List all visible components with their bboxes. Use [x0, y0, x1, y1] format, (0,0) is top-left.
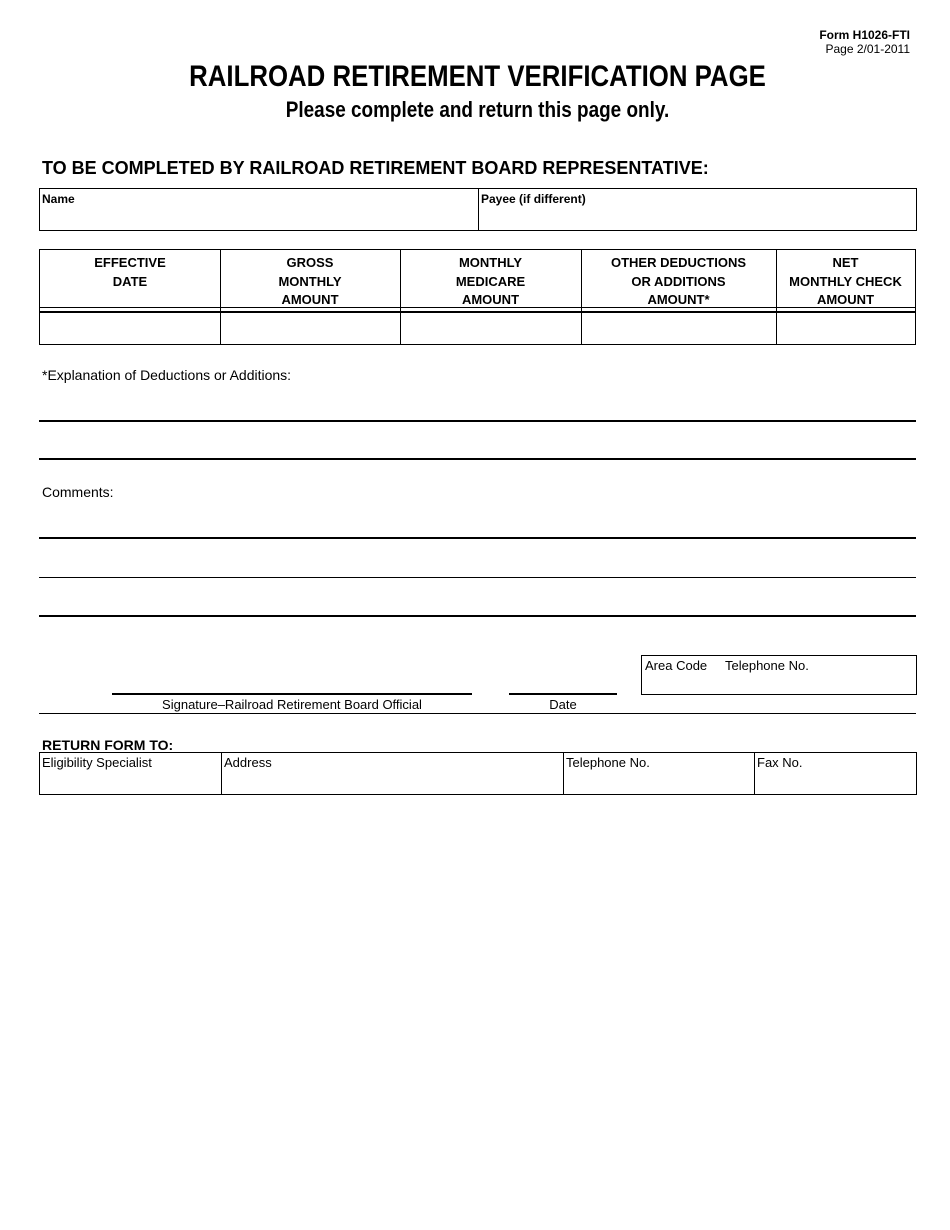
form-page-info: Page 2/01-2011 — [825, 42, 910, 56]
phone-box[interactable] — [641, 655, 917, 695]
header-line: MONTHLY — [278, 273, 342, 289]
address-label: Address — [224, 755, 272, 770]
date-line[interactable] — [509, 693, 617, 695]
header-line: GROSS — [286, 255, 334, 270]
amount-table — [39, 249, 916, 345]
header-other-deductions — [581, 254, 776, 310]
payee-field[interactable] — [479, 189, 916, 230]
header-line: AMOUNT — [816, 292, 875, 307]
comments-line-2[interactable] — [39, 577, 916, 578]
section-separator — [39, 713, 916, 714]
name-payee-box — [39, 188, 917, 231]
monthly-medicare-amount-cell[interactable] — [401, 314, 581, 344]
header-line: OR ADDITIONS — [631, 273, 726, 289]
return-telephone-label: Telephone No. — [566, 755, 650, 770]
name-field[interactable] — [40, 189, 478, 230]
comments-label: Comments: — [42, 484, 114, 500]
fax-label: Fax No. — [757, 755, 803, 770]
telephone-label: Telephone No. — [725, 658, 809, 673]
header-monthly-medicare-amount — [400, 254, 581, 310]
return-form-heading: RETURN FORM TO: — [42, 737, 174, 753]
header-line: AMOUNT — [461, 292, 520, 307]
name-field-label: Name — [42, 192, 75, 206]
page-title: RAILROAD RETIREMENT VERIFICATION PAGE — [189, 60, 766, 93]
header-line: AMOUNT — [281, 292, 339, 307]
form-identifier — [819, 28, 910, 56]
explanation-line-2[interactable] — [39, 458, 916, 460]
comments-line-3[interactable] — [39, 615, 916, 617]
return-column-divider — [754, 753, 755, 794]
header-line: MONTHLY — [458, 255, 523, 270]
header-line: MONTHLY CHECK — [789, 273, 902, 289]
header-line: NET — [832, 255, 859, 270]
signature-label: Signature–Railroad Retirement Board Official — [162, 697, 422, 712]
header-line: AMOUNT* — [647, 292, 710, 307]
net-monthly-check-amount-cell[interactable] — [777, 314, 915, 344]
header-net-monthly-check — [776, 254, 915, 310]
date-label: Date — [549, 697, 577, 712]
area-code-label: Area Code — [645, 658, 708, 673]
comments-line-1[interactable] — [39, 537, 916, 539]
explanation-line-1[interactable] — [39, 420, 916, 422]
form-number: Form H1026-FTI — [819, 28, 910, 42]
explanation-label: *Explanation of Deductions or Additions: — [42, 367, 292, 383]
header-line: MEDICARE — [455, 273, 526, 289]
return-column-divider — [563, 753, 564, 794]
return-column-divider — [221, 753, 222, 794]
eligibility-specialist-label: Eligibility Specialist — [42, 755, 152, 770]
table-header-rule — [40, 311, 915, 313]
header-line: EFFECTIVE — [94, 255, 166, 270]
header-effective-date — [40, 254, 220, 291]
other-deductions-amount-cell[interactable] — [582, 314, 776, 344]
signature-line[interactable] — [112, 693, 472, 695]
page-subtitle: Please complete and return this page only. — [285, 97, 670, 122]
header-line: OTHER DEDUCTIONS — [610, 255, 747, 270]
payee-field-label: Payee (if different) — [481, 192, 586, 206]
section-heading: TO BE COMPLETED BY RAILROAD RETIREMENT BOARD REPRESENTATIVE: — [42, 158, 709, 178]
header-gross-monthly-amount — [220, 254, 400, 310]
effective-date-cell[interactable] — [40, 314, 220, 344]
header-line: DATE — [112, 273, 148, 289]
gross-monthly-amount-cell[interactable] — [221, 314, 400, 344]
return-form-box — [39, 752, 917, 795]
